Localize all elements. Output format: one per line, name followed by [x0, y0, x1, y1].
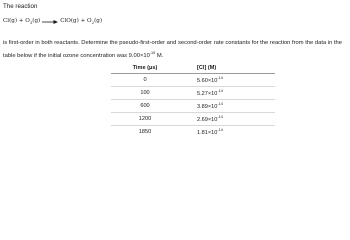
table-row: [111, 126, 275, 139]
intro-text: The reaction: [3, 3, 38, 10]
concentration-cell: $2.69\times 10^{-14}$: [179, 113, 275, 126]
time-cell: 0: [111, 74, 179, 87]
table-row: [111, 100, 275, 113]
reaction-equation: [3, 17, 102, 27]
header-concentration: [Cl] (M): [179, 63, 275, 74]
concentration-cell: $5.27\times 10^{-14}$: [179, 87, 275, 100]
time-cell: 600: [111, 100, 179, 113]
time-cell: 100: [111, 87, 179, 100]
products: $ClO(g) + O_2(g)$: [60, 18, 103, 26]
concentration-cell: $3.89\times 10^{-14}$: [179, 100, 275, 113]
concentration-cell: $1.81\times 10^{-14}$: [197, 128, 223, 136]
header-time: Time (μs): [111, 63, 179, 74]
table-header-row: [111, 63, 275, 74]
time-cell: 1200: [111, 113, 179, 126]
table-row: [111, 74, 275, 87]
time-cell: 1850: [138, 129, 152, 135]
concentration-cell: $5.60\times 10^{-14}$: [179, 74, 275, 87]
question-text: is first-order in both reactants. Determine the pseudo-first-order and second-order rate constants for the reaction from the data in the table below if the initial ozone concentration was $9.00\times 10^{-15}$ M.: [3, 40, 342, 59]
data-table: [111, 63, 275, 138]
table-row: [111, 87, 275, 100]
reaction-arrow-icon: [42, 19, 58, 25]
reactants: $Cl(g) + O_3(g)$: [3, 18, 41, 26]
table-row: [111, 113, 275, 126]
